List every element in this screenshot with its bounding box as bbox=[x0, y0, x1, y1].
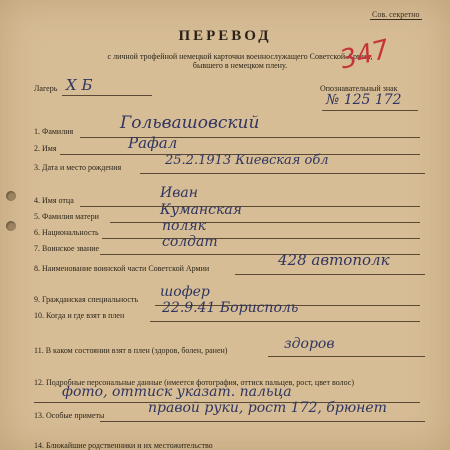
field-value-nationality: поляк bbox=[162, 218, 206, 234]
field-label-personal-data: 12. Подробные персональные данные (имеется фотография, оттиск пальцев, рост, цвет волос) bbox=[34, 378, 354, 387]
field-value-mother-surname: Куманская bbox=[160, 202, 242, 218]
subtitle-line: бывшего в немецком плену. bbox=[192, 61, 288, 70]
field-value-civil-profession: шофер bbox=[160, 284, 210, 300]
tag-label: Опознавательный знак bbox=[320, 84, 398, 93]
field-value-personal-data: фото, оттиск указат. пальца bbox=[62, 384, 292, 400]
underline bbox=[322, 110, 418, 111]
underline bbox=[150, 321, 420, 322]
field-label-mother-surname: 5. Фамилия матери bbox=[34, 212, 99, 221]
camp-label: Лагерь bbox=[34, 84, 58, 93]
document-title: ПЕРЕВОД bbox=[178, 28, 272, 44]
field-label-military-unit: 8. Наименование воинской части Советской Армии bbox=[34, 264, 210, 273]
field-value-surname: Гольвашовский bbox=[120, 113, 260, 133]
underline bbox=[110, 222, 420, 223]
field-value-special-marks: правой руки, рост 172, брюнет bbox=[148, 400, 387, 416]
field-label-captured: 10. Когда и где взят в плен bbox=[34, 311, 125, 320]
field-value-first-name: Рафал bbox=[128, 134, 178, 152]
field-value-captured: 22.9.41 Борисполь bbox=[162, 300, 299, 316]
underline bbox=[80, 206, 420, 207]
red-number-stamp: 347 bbox=[337, 34, 393, 76]
field-label-surname: 1. Фамилия bbox=[34, 127, 74, 136]
field-value-birth: 25.2.1913 Киевская обл bbox=[165, 153, 329, 168]
field-value-father-name: Иван bbox=[160, 185, 198, 201]
camp-value: Х Б bbox=[66, 76, 93, 94]
underline bbox=[235, 274, 425, 275]
classification-mark: Сов. секретно bbox=[372, 10, 420, 19]
underline bbox=[62, 95, 152, 96]
field-value-rank: солдат bbox=[162, 234, 218, 250]
field-label-civil-profession: 9. Гражданская специальность bbox=[34, 295, 139, 304]
field-label-relatives: 14. Ближайшие родственники и их местожительство bbox=[34, 441, 213, 450]
field-label-condition: 11. В каком состоянии взят в плен (здоров, болен, ранен) bbox=[34, 346, 228, 355]
underline bbox=[140, 173, 425, 174]
field-label-birth: 3. Дата и место рождения bbox=[34, 163, 122, 172]
field-label-special-marks: 13. Особые приметы bbox=[34, 411, 105, 420]
field-value-condition: здоров bbox=[284, 336, 335, 352]
underline bbox=[102, 238, 420, 239]
subtitle-line: с личной трофейной немецкой карточки военнослужащего Советской Армии, bbox=[107, 52, 373, 61]
underline bbox=[268, 356, 425, 357]
field-value-military-unit: 428 автополк bbox=[278, 251, 390, 269]
underline bbox=[100, 421, 425, 422]
punch-hole bbox=[6, 191, 16, 201]
tag-value: № 125 172 bbox=[326, 92, 402, 108]
field-label-first-name: 2. Имя bbox=[34, 144, 57, 153]
field-label-father-name: 4. Имя отца bbox=[34, 196, 74, 205]
field-label-rank: 7. Воинское звание bbox=[34, 244, 100, 253]
punch-hole bbox=[6, 221, 16, 231]
field-label-nationality: 6. Национальность bbox=[34, 228, 99, 237]
